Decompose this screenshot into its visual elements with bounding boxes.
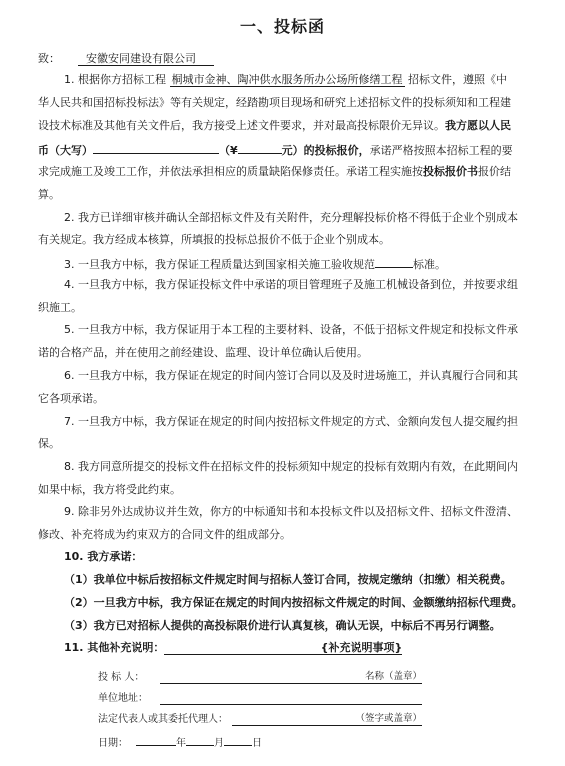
document-title: 一、投标函 bbox=[239, 17, 325, 36]
price-number-blank bbox=[238, 142, 282, 154]
item-2-line-1: 2. 我方已详细审核并确认全部招标文件及有关附件，充分理解投标价格不得低于企业个别成本 bbox=[64, 211, 518, 224]
addressee-line bbox=[38, 52, 548, 66]
item-11-heading: 11. 其他补充说明： bbox=[64, 641, 165, 654]
item-9-line-2: 修改、补充将成为约束双方的合同文件的组成部分。 bbox=[38, 528, 291, 541]
addressee-name: 安徽安同建设有限公司 bbox=[78, 53, 214, 66]
item-8-line-1: 8. 我方同意所提交的投标文件在招标文件的投标须知中规定的投标有效期内有效，在此期间内 bbox=[64, 460, 518, 473]
representative-label: 法定代表人或其委托代理人： bbox=[98, 714, 228, 725]
bidder-field bbox=[160, 671, 422, 684]
month-blank bbox=[186, 735, 214, 746]
item-4-line-1: 4. 一旦我方中标，我方保证投标文件中承诺的项目管理班子及施工机械设备到位，并按要求组 bbox=[64, 278, 518, 291]
supplement-field: {补充说明事项} bbox=[164, 642, 402, 655]
commitment-2: （2）一旦我方中标，我方保证在规定的时间内按招标文件规定的时间、金额缴纳招标代理费。 bbox=[64, 596, 523, 609]
item-5-line-2: 诺的合格产品，并在使用之前经建设、监理、设计单位确认后使用。 bbox=[38, 346, 368, 359]
address-field bbox=[160, 692, 422, 705]
item-11-line bbox=[64, 641, 548, 655]
date-line: 日期： 年 月 日 bbox=[98, 735, 262, 750]
item-8-line-2: 如果中标，我方将受此约束。 bbox=[38, 483, 181, 496]
bidder-label: 投 标 人： bbox=[98, 672, 145, 683]
item-1-line-6: 算。 bbox=[38, 188, 60, 201]
item-3-line-1: 3. 一旦我方中标，我方保证工程质量达到国家相关施工验收规范 标准。 bbox=[64, 258, 446, 271]
commitment-3: （3）我方已对招标人提供的高投标限价进行认真复核，确认无误，中标后不再另行调整。 bbox=[64, 619, 501, 632]
item-1-line-3: 设技术标准及其他有关文件后，我方接受上述文件要求，并对最高投标限价无异议。我方愿以人民 bbox=[38, 119, 511, 132]
commitment-1: （1）我单位中标后按招标文件规定时间与招标人签订合同，按规定缴纳（扣缴）相关税费。 bbox=[64, 573, 512, 586]
item-1-line-1: 1. 根据你方招标工程 桐城市金神、陶冲供水服务所办公场所修缮工程 招标文件，遵照《中 bbox=[64, 73, 507, 86]
address-label: 单位地址： bbox=[98, 693, 148, 704]
item-6-line-1: 6. 一旦我方中标，我方保证在规定的时间内签订合同以及及时进场施工，并认真履行合同和其 bbox=[64, 369, 518, 382]
standard-blank bbox=[375, 256, 413, 268]
item-5-line-1: 5. 一旦我方中标，我方保证用于本工程的主要材料、设备，不低于招标文件规定和投标文件承 bbox=[64, 323, 518, 336]
bidder-hint: 名称（盖章） bbox=[364, 671, 422, 682]
date-label: 日期： bbox=[98, 738, 128, 749]
item-9-line-1: 9. 除非另外达成协议并生效，你方的中标通知书和本投标文件以及招标文件、招标文件澄清、 bbox=[64, 505, 518, 518]
item-7-line-1: 7. 一旦我方中标，我方保证在规定的时间内按招标文件规定的方式、金额向发包人提交履约担 bbox=[64, 415, 518, 428]
item-1-line-5: 求完成施工及竣工工作，并依法承担相应的质量缺陷保修责任。承诺工程实施按投标报价书报价结 bbox=[38, 165, 511, 178]
year-blank bbox=[136, 735, 176, 746]
price-words-blank bbox=[93, 142, 219, 154]
day-blank bbox=[224, 735, 252, 746]
item-1-line-4: 币（大写） （¥ 元）的投标报价，承诺严格按照本招标工程的要 bbox=[38, 144, 513, 157]
item-1-line-2: 华人民共和国招标投标法》等有关规定，经踏勘项目现场和研究上述招标文件的投标须知和工程建 bbox=[38, 96, 511, 109]
item-7-line-2: 保。 bbox=[38, 437, 60, 450]
representative-hint: （签字或盖章） bbox=[355, 713, 422, 724]
item-4-line-2: 织施工。 bbox=[38, 301, 82, 314]
representative-field bbox=[232, 713, 422, 726]
item-2-line-2: 有关规定。我方经成本核算，所填报的投标总报价不低于企业个别成本。 bbox=[38, 233, 390, 246]
project-name: 桐城市金神、陶冲供水服务所办公场所修缮工程 bbox=[171, 73, 403, 86]
item-10-heading: 10. 我方承诺： bbox=[64, 550, 143, 563]
addressee-prefix: 致： bbox=[38, 52, 60, 65]
item-6-line-2: 它各项承诺。 bbox=[38, 392, 104, 405]
